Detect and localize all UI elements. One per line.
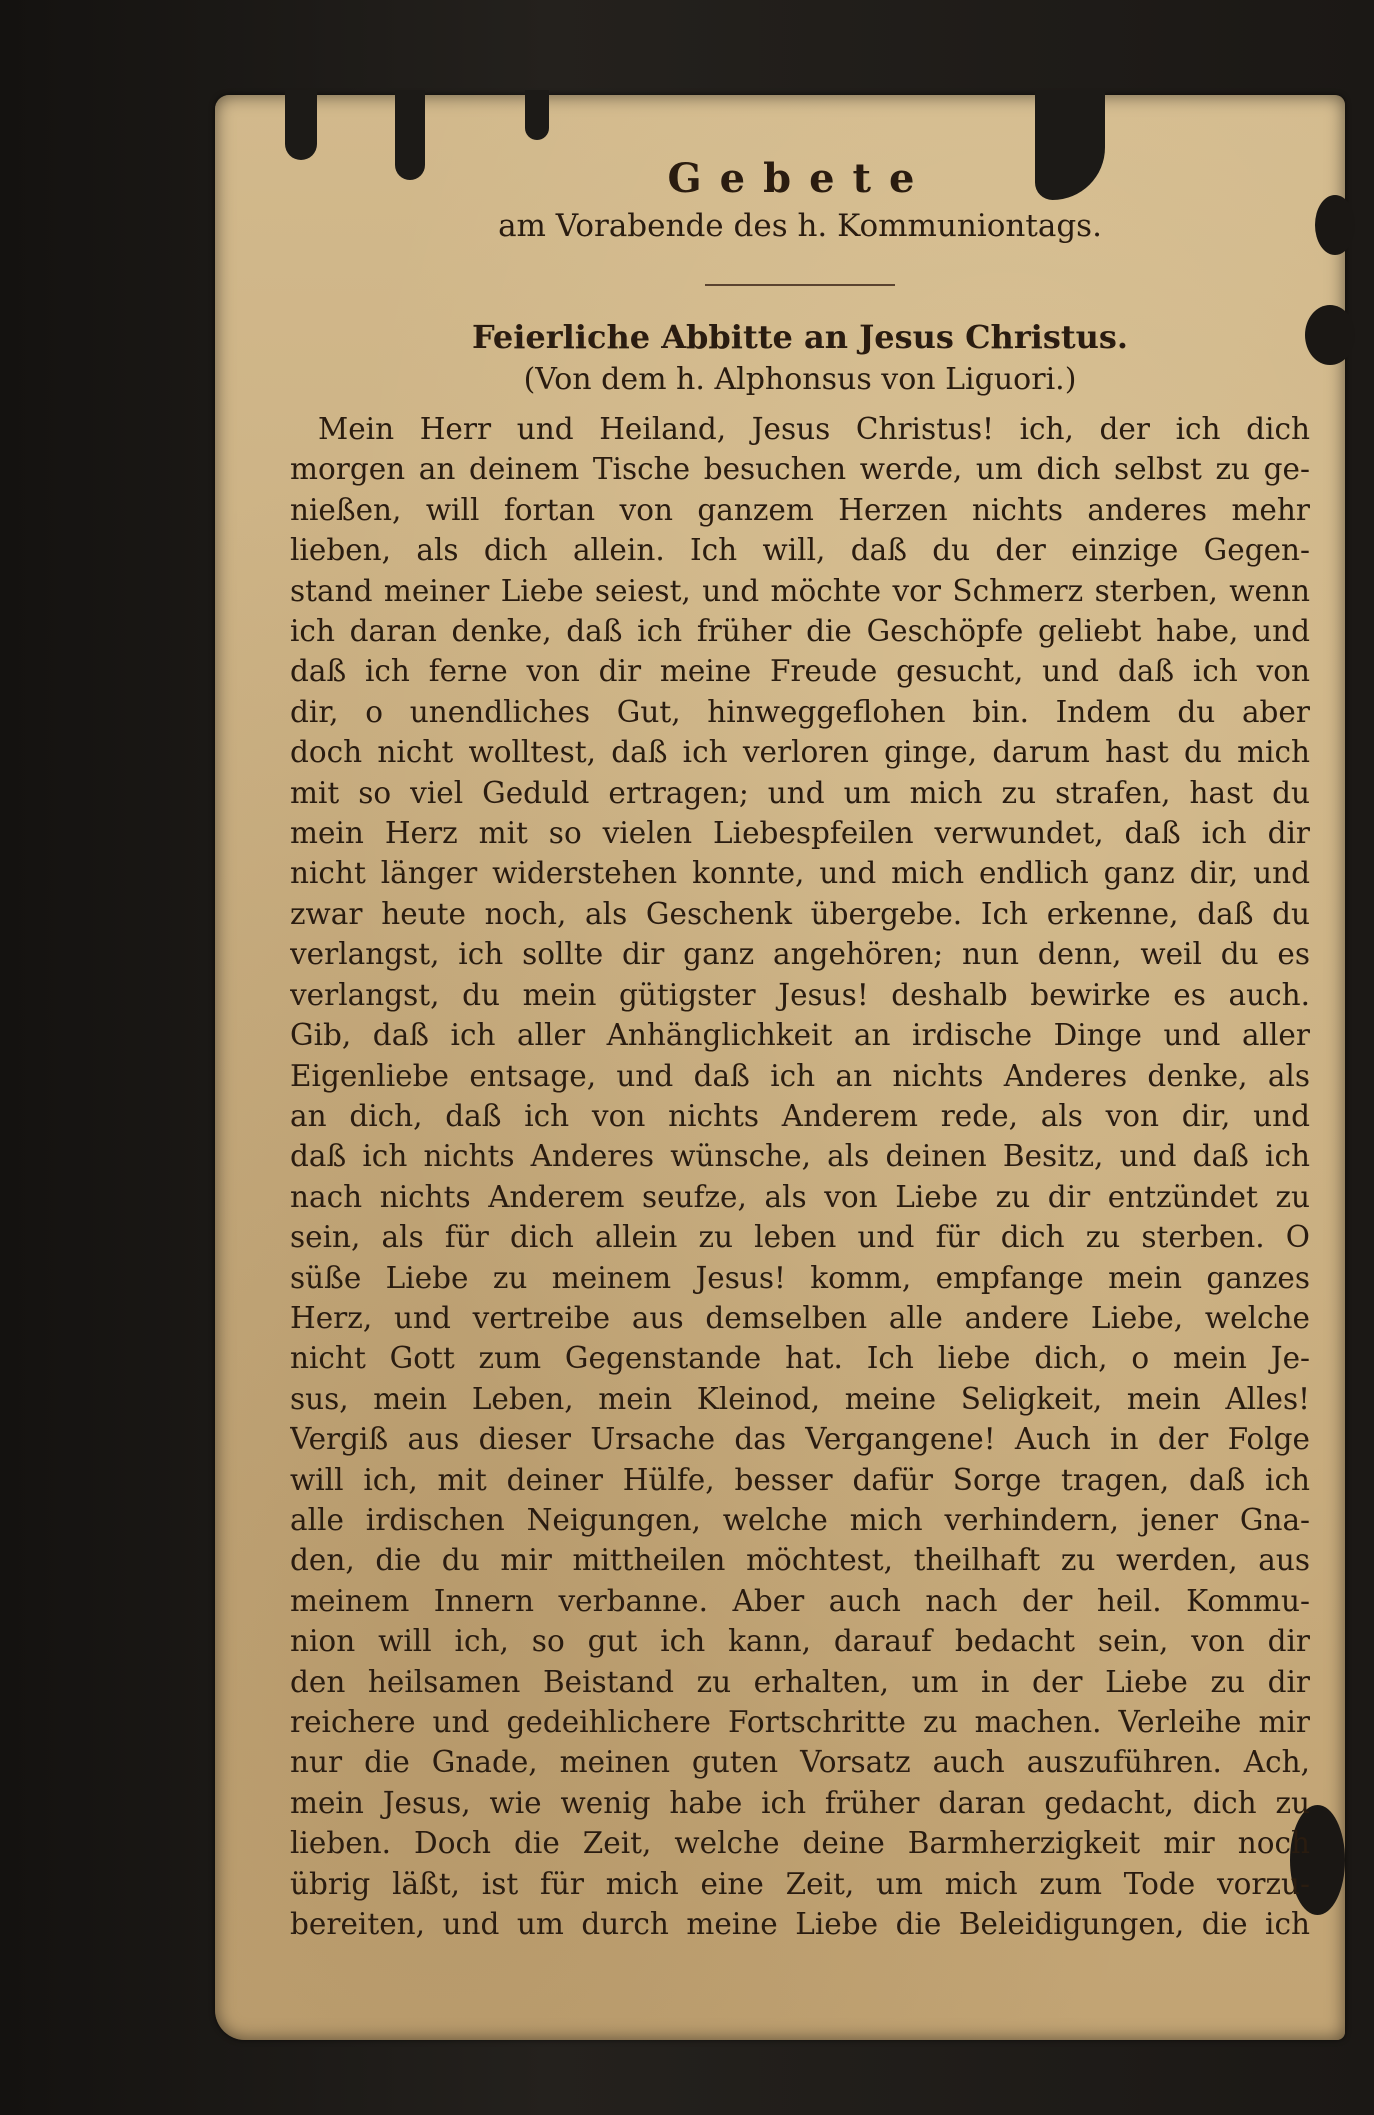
body-text-line: lieben, als dich allein. Ich will, daß du der einzige Gegen- — [290, 533, 1310, 568]
body-text-line: doch nicht wolltest, daß ich verloren ginge, darum hast du mich — [290, 735, 1310, 770]
body-text-line: meinem Innern verbanne. Aber auch nach der heil. Kommu- — [290, 1583, 1310, 1618]
body-text-line: Eigenliebe entsage, und daß ich an nichts Anderes denke, als — [290, 1058, 1310, 1093]
prayer-text-block — [290, 155, 1310, 1944]
body-text-line: sein, als für dich allein zu leben und für dich zu sterben. O — [290, 1220, 1310, 1255]
tear-spot-decoration — [1305, 305, 1355, 365]
prayer-body — [290, 409, 1310, 1944]
body-text-line: den, die du mir mittheilen möchtest, theilhaft zu werden, aus — [290, 1543, 1310, 1578]
body-text-line: verlangst, du mein gütigster Jesus! deshalb bewirke es auch. — [290, 977, 1310, 1012]
body-text-line: nießen, will fortan von ganzem Herzen nichts anderes mehr — [290, 492, 1310, 527]
body-text-line: mein Jesus, wie wenig habe ich früher daran gedacht, dich zu — [290, 1785, 1310, 1820]
prayer-attribution: (Von dem h. Alphonsus von Liguori.) — [523, 362, 1077, 397]
body-text-line: lieben. Doch die Zeit, welche deine Barmherzigkeit mir noch — [290, 1826, 1310, 1861]
body-text-line: will ich, mit deiner Hülfe, besser dafür Sorge tragen, daß ich — [290, 1462, 1310, 1497]
body-text-line: dir, o unendliches Gut, hinweggeflohen bin. Indem du aber — [290, 694, 1310, 729]
body-text-line: nach nichts Anderem seufze, als von Liebe zu dir entzündet zu — [290, 1179, 1310, 1214]
body-text-line: Herz, und vertreibe aus demselben alle andere Liebe, welche — [290, 1300, 1310, 1335]
body-text-line: Vergiß aus dieser Ursache das Vergangene! Auch in der Folge — [290, 1422, 1310, 1457]
body-text-line: reichere und gedeihlichere Fortschritte zu machen. Verleihe mir — [290, 1705, 1310, 1739]
body-text-line: morgen an deinem Tische besuchen werde, um dich selbst zu ge- — [290, 452, 1310, 487]
body-text-line: daß ich nichts Anderes wünsche, als deinen Besitz, und daß ich — [290, 1139, 1310, 1174]
body-text-line: sus, mein Leben, mein Kleinod, meine Seligkeit, mein Alles! — [290, 1381, 1310, 1416]
paper-page — [215, 95, 1345, 2040]
body-text-line: mit so viel Geduld ertragen; und um mich zu strafen, hast du — [290, 775, 1310, 810]
torn-notch-decoration — [285, 90, 317, 160]
body-text-line: den heilsamen Beistand zu erhalten, um in der Liebe zu dir — [290, 1664, 1310, 1699]
divider — [705, 284, 895, 286]
prayer-heading: Feierliche Abbitte an Jesus Christus. — [471, 318, 1129, 356]
body-text-line: zwar heute noch, als Geschenk übergebe. Ich erkenne, daß du — [290, 896, 1310, 931]
tear-spot-decoration — [1315, 195, 1355, 255]
body-text-line: nur die Gnade, meinen guten Vorsatz auch auszuführen. Ach, — [290, 1745, 1310, 1780]
body-text-line: nion will ich, so gut ich kann, darauf bedacht sein, von dir — [290, 1624, 1310, 1659]
body-text-line: bereiten, und um durch meine Liebe die Beleidigungen, die ich — [290, 1907, 1310, 1942]
torn-notch-decoration — [525, 90, 549, 140]
body-text-line: nicht Gott zum Gegenstande hat. Ich liebe dich, o mein Je- — [290, 1341, 1310, 1376]
body-text-line: stand meiner Liebe seiest, und möchte vor Schmerz sterben, wenn — [290, 573, 1310, 608]
body-text-line: süße Liebe zu meinem Jesus! komm, empfange mein ganzes — [290, 1260, 1310, 1295]
body-text-line: Mein Herr und Heiland, Jesus Christus! ich, der ich dich — [318, 412, 1310, 446]
body-text-line: Gib, daß ich aller Anhänglichkeit an irdische Dinge und aller — [290, 1018, 1310, 1053]
body-text-line: an dich, daß ich von nichts Anderem rede, als von dir, und — [290, 1098, 1310, 1133]
body-text-line: daß ich ferne von dir meine Freude gesucht, und daß ich von — [290, 654, 1310, 689]
body-text-line: nicht länger widerstehen konnte, und mich endlich ganz dir, und — [290, 856, 1310, 891]
body-text-line: übrig läßt, ist für mich eine Zeit, um mich zum Tode vorzu- — [290, 1866, 1310, 1901]
body-text-line: verlangst, ich sollte dir ganz angehören; nun denn, weil du es — [290, 937, 1310, 972]
body-text-line: mein Herz mit so vielen Liebespfeilen verwundet, daß ich dir — [290, 816, 1310, 851]
page-title: Gebete — [667, 155, 933, 202]
body-text-line: ich daran denke, daß ich früher die Geschöpfe geliebt habe, und — [290, 614, 1310, 649]
body-text-line: alle irdischen Neigungen, welche mich verhindern, jener Gna- — [290, 1502, 1310, 1537]
page-subtitle: am Vorabende des h. Kommuniontags. — [498, 208, 1102, 244]
